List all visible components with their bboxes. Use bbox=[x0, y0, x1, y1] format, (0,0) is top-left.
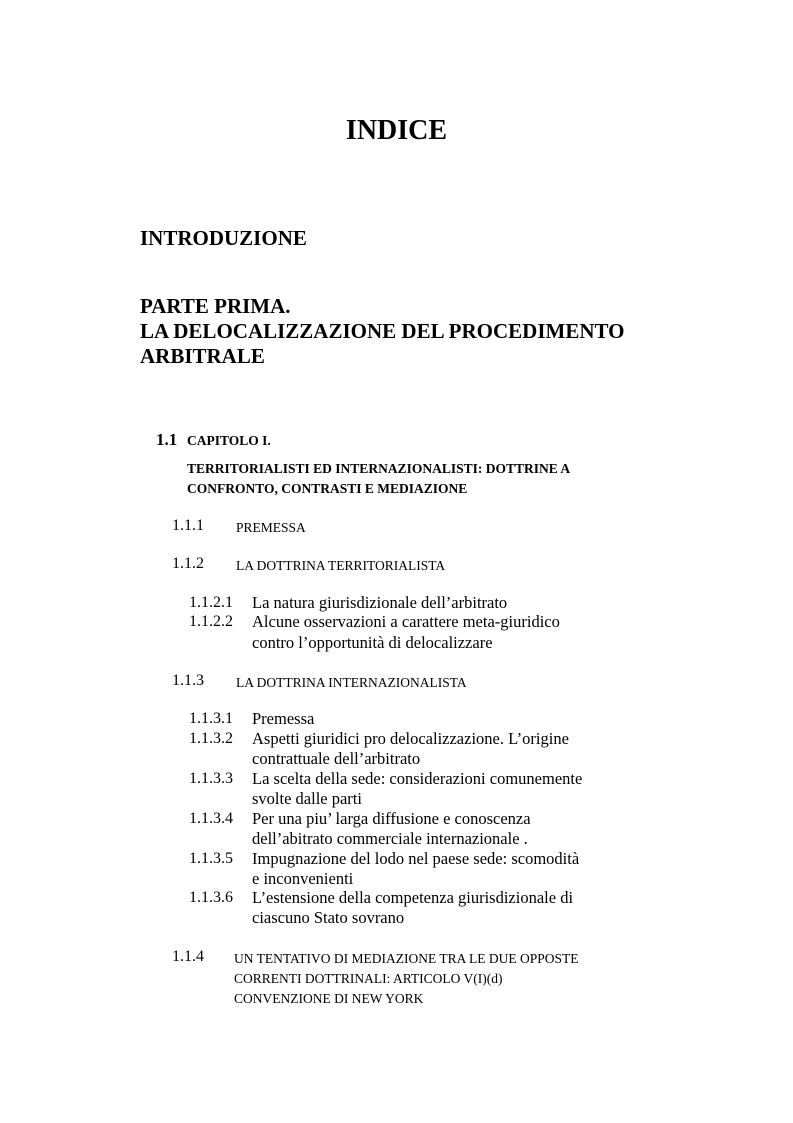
subsection-title: Premessa bbox=[252, 709, 315, 728]
section-title: LA DOTTRINA TERRITORIALISTA bbox=[236, 558, 446, 573]
subsection-number: 1.1.3.1 bbox=[189, 710, 233, 727]
subsection-number: 1.1.3.2 bbox=[189, 730, 233, 747]
section-number: 1.1.1 bbox=[172, 517, 204, 534]
subsection-title-cont: contrattuale dell’arbitrato bbox=[252, 749, 421, 768]
subsection-title-cont: svolte dalle parti bbox=[252, 789, 362, 808]
introduction-heading: INTRODUZIONE bbox=[140, 226, 307, 250]
chapter-title-line1: TERRITORIALISTI ED INTERNAZIONALISTI: DOTTRINE A bbox=[187, 461, 571, 476]
subsection-title: Impugnazione del lodo nel paese sede: scomodità bbox=[252, 849, 580, 868]
section-title: UN TENTATIVO DI MEDIAZIONE TRA LE DUE OPPOSTE bbox=[234, 951, 579, 966]
subsection-title: Alcune osservazioni a carattere meta-giuridico bbox=[252, 612, 560, 631]
subsection-number: 1.1.3.5 bbox=[189, 850, 233, 867]
subsection-number: 1.1.3.3 bbox=[189, 770, 233, 787]
section-title-cont: CONVENZIONE DI NEW YORK bbox=[234, 991, 424, 1006]
subsection-title: La scelta della sede: considerazioni comunemente bbox=[252, 769, 583, 788]
part-heading-line1: PARTE PRIMA. bbox=[140, 294, 291, 318]
section-title: PREMESSA bbox=[236, 520, 306, 535]
part-heading-line2: LA DELOCALIZZAZIONE DEL PROCEDIMENTO bbox=[140, 319, 625, 343]
subsection-number: 1.1.2.2 bbox=[189, 613, 233, 630]
subsection-title-cont: ciascuno Stato sovrano bbox=[252, 908, 405, 927]
chapter-number: 1.1 bbox=[156, 430, 178, 449]
section-title-cont: CORRENTI DOTTRINALI: ARTICOLO V(I)(d) bbox=[234, 971, 503, 986]
subsection-title-cont: e inconvenienti bbox=[252, 869, 354, 888]
section-title: LA DOTTRINA INTERNAZIONALISTA bbox=[236, 675, 467, 690]
section-number: 1.1.3 bbox=[172, 672, 204, 689]
subsection-number: 1.1.3.4 bbox=[189, 810, 233, 827]
chapter-title-line2: CONFRONTO, CONTRASTI E MEDIAZIONE bbox=[187, 481, 468, 496]
subsection-number: 1.1.3.6 bbox=[189, 889, 233, 906]
subsection-title: L’estensione della competenza giurisdizionale di bbox=[252, 888, 574, 907]
part-heading-line3: ARBITRALE bbox=[140, 344, 265, 368]
subsection-title-cont: contro l’opportunità di delocalizzare bbox=[252, 633, 493, 652]
section-number: 1.1.4 bbox=[172, 948, 204, 965]
section-number: 1.1.2 bbox=[172, 555, 204, 572]
subsection-title: Per una piu’ larga diffusione e conoscenza bbox=[252, 809, 531, 828]
subsection-title-cont: dell’abitrato commerciale internazionale . bbox=[252, 829, 528, 848]
subsection-title: Aspetti giuridici pro delocalizzazione. L’origine bbox=[252, 729, 569, 748]
chapter-label: CAPITOLO I. bbox=[187, 433, 271, 448]
subsection-title: La natura giurisdizionale dell’arbitrato bbox=[252, 593, 508, 612]
page-title: INDICE bbox=[345, 115, 448, 146]
subsection-number: 1.1.2.1 bbox=[189, 594, 233, 611]
